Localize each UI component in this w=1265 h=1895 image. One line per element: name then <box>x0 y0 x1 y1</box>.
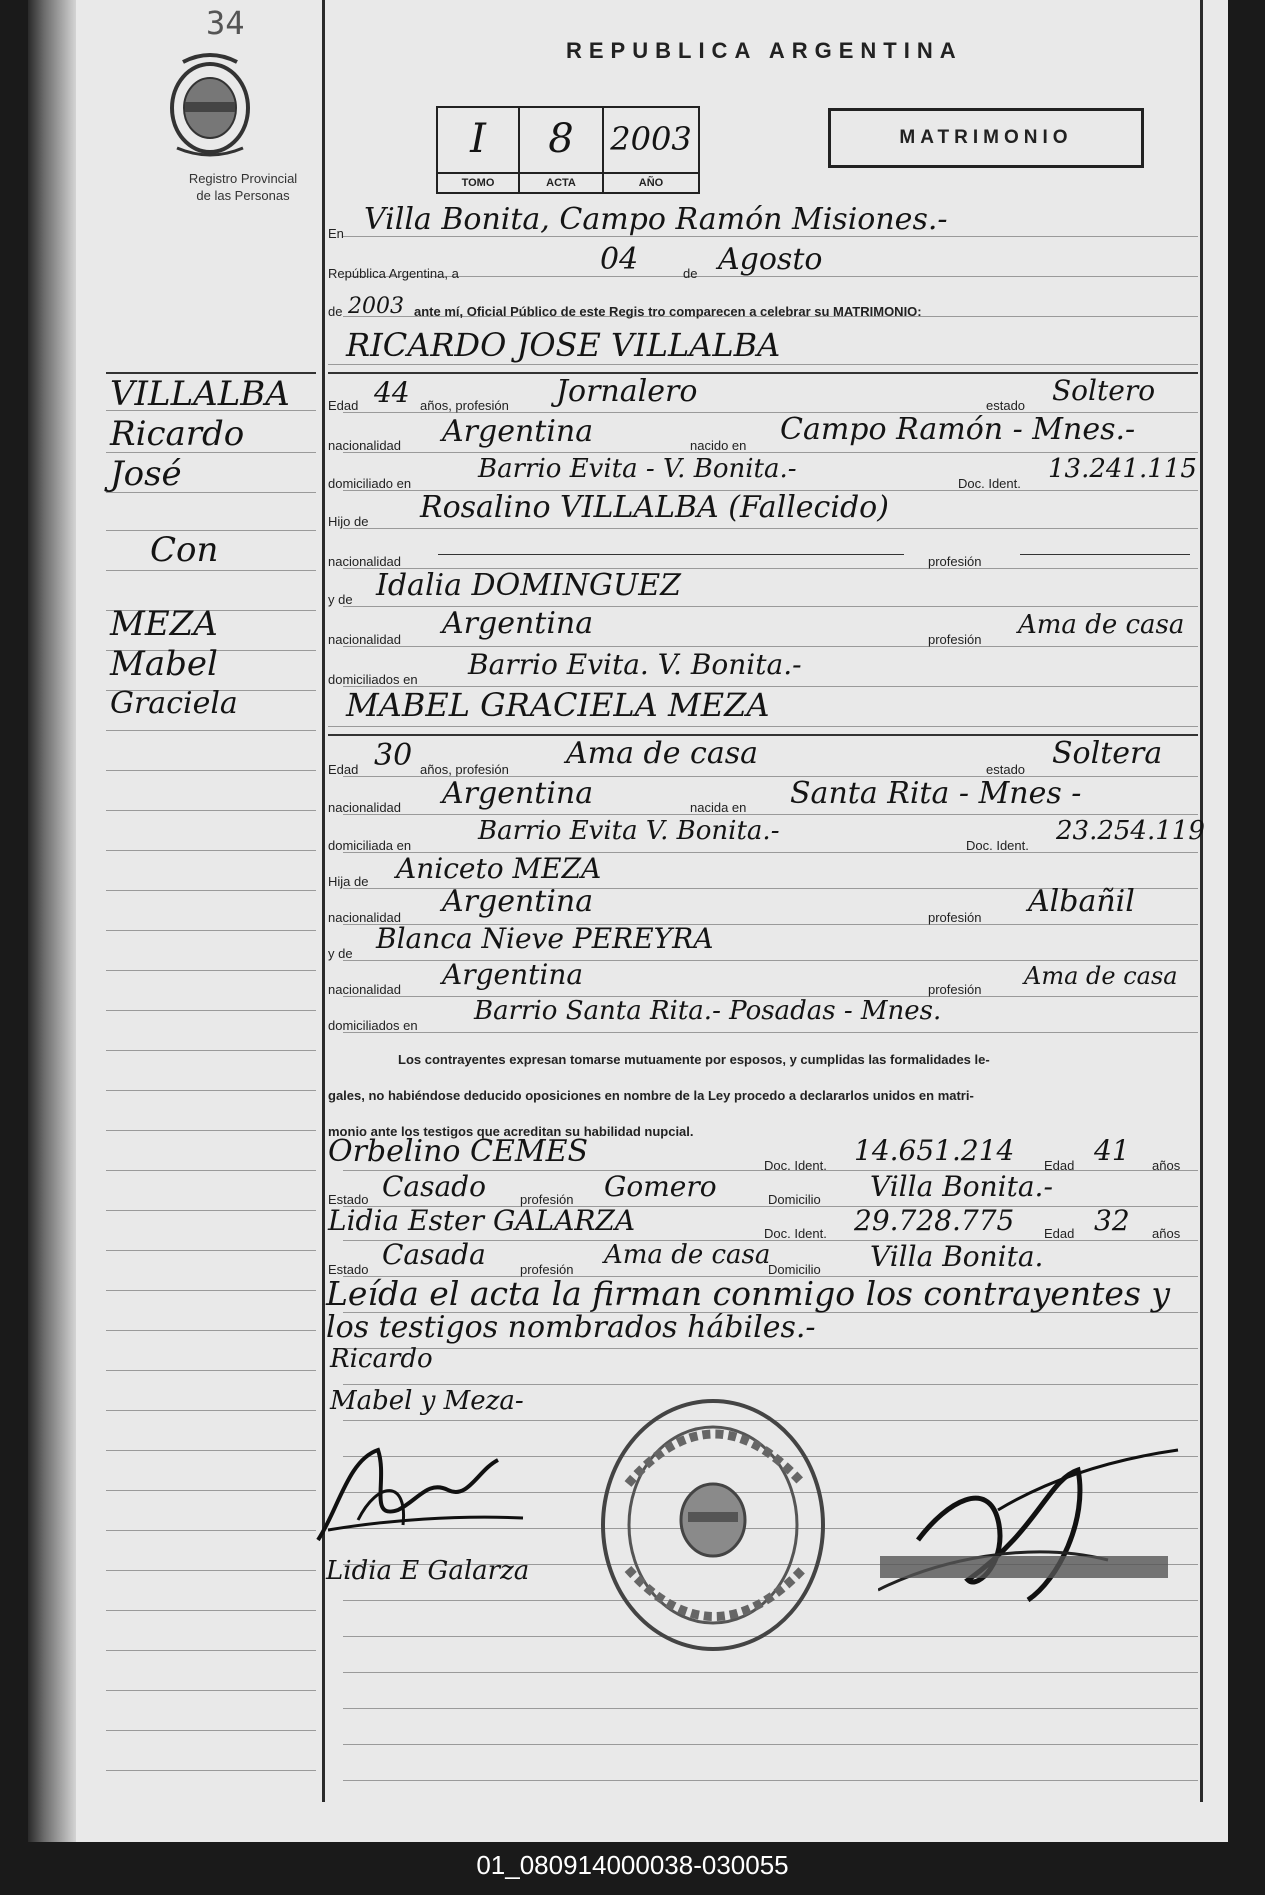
margin-rule <box>106 570 316 571</box>
year-prefix-label: de <box>328 304 343 319</box>
witness2-edad-label: Edad <box>1044 1226 1075 1241</box>
blank-line <box>438 554 904 555</box>
margin-rule <box>106 1650 316 1651</box>
bride-profession: Ama de casa <box>566 736 758 771</box>
bride-edad-label: Edad <box>328 762 359 777</box>
witness1-dom-label: Domicilio <box>768 1192 821 1207</box>
witness2-estado: Casada <box>382 1238 486 1271</box>
groom-mother: Idalia DOMINGUEZ <box>376 568 682 603</box>
witness-signature-name: Lidia E Galarza <box>326 1556 530 1586</box>
groom-estado: Soltero <box>1052 374 1156 407</box>
coat-of-arms-emblem <box>163 52 257 158</box>
republic-label: República Argentina, a <box>328 266 459 281</box>
margin-rule <box>106 1730 316 1731</box>
blank-line <box>1020 554 1190 555</box>
witness2-age: 32 <box>1094 1204 1130 1237</box>
bride-yde-label: y de <box>328 946 353 961</box>
country-heading: REPUBLICA ARGENTINA <box>566 38 963 63</box>
witness1-prof-label: profesión <box>520 1192 574 1207</box>
margin-rule <box>106 1130 316 1131</box>
groom-age: 44 <box>374 376 410 409</box>
form-rule <box>343 646 1198 647</box>
margin-rule <box>106 730 316 731</box>
bride-domicilio-label: domiciliada en <box>328 838 412 853</box>
witness2-estado-label: Estado <box>328 1262 369 1277</box>
margin-rule <box>106 1330 316 1331</box>
groom-yde-label: y de <box>328 592 353 607</box>
witness2-address: Villa Bonita. <box>870 1240 1044 1273</box>
witness1-age: 41 <box>1094 1134 1130 1167</box>
registry-name: Registro Provincial de las Personas <box>188 171 298 203</box>
margin-rule <box>106 1290 316 1291</box>
bride-mother-nationality: Argentina <box>442 958 584 991</box>
form-rule <box>328 726 1198 727</box>
bride-hija-label: Hija de <box>328 874 369 889</box>
margin-rule <box>106 1050 316 1051</box>
form-rule <box>328 364 1198 365</box>
bride-nacionalidad-label: nacionalidad <box>328 800 402 815</box>
groom-hijo-label: Hijo de <box>328 514 369 529</box>
groom-estado-label: estado <box>986 398 1026 413</box>
margin-groom-middle: José <box>110 454 182 494</box>
declaration-line-3: monio ante los testigos que acreditan su habilidad nupcial. <box>328 1124 694 1139</box>
margin-rule <box>106 850 316 851</box>
groom-father: Rosalino VILLALBA (Fallecido) <box>420 490 889 525</box>
margin-rule <box>106 1530 316 1531</box>
bride-father-profession: Albañil <box>1028 884 1135 919</box>
margin-rule <box>106 1170 316 1171</box>
margin-rule <box>106 770 316 771</box>
margin-bride-first: Mabel <box>110 644 218 684</box>
witness1-profession: Gomero <box>604 1170 717 1203</box>
official-signature-scribble <box>878 1440 1198 1610</box>
margin-bride-surname: MEZA <box>110 604 218 644</box>
ceremony-day: 04 <box>600 242 639 277</box>
bride-age: 30 <box>374 738 413 773</box>
margin-rule <box>106 1690 316 1691</box>
declaration-line-1: Los contrayentes expresan tomarse mutuamente por esposos, y cumplidas las formalidades le- <box>398 1052 990 1067</box>
witness2-anos-label: años <box>1152 1226 1181 1241</box>
witness2-profession: Ama de casa <box>604 1240 771 1270</box>
witness2-dom-label: Domicilio <box>768 1262 821 1277</box>
groom-parents-dom-label: domiciliados en <box>328 672 418 687</box>
official-round-seal <box>588 1394 838 1656</box>
margin-rule <box>106 810 316 811</box>
bride-nacida-label: nacida en <box>690 800 747 815</box>
ceremony-month: Agosto <box>718 242 823 277</box>
groom-parents-address: Barrio Evita. V. Bonita.- <box>468 648 802 681</box>
ano-cell <box>604 108 698 192</box>
form-rule <box>343 1032 1198 1033</box>
bride-mother-nac-label: nacionalidad <box>328 982 402 997</box>
groom-anos-profesion-label: años, profesión <box>420 398 509 413</box>
groom-profession: Jornalero <box>556 374 698 409</box>
groom-nationality: Argentina <box>442 414 594 449</box>
witness1-address: Villa Bonita.- <box>870 1170 1053 1203</box>
margin-rule <box>106 970 316 971</box>
bride-parents-address: Barrio Santa Rita.- Posadas - Mnes. <box>474 996 942 1026</box>
margin-rule <box>106 1490 316 1491</box>
witness1-edad-label: Edad <box>1044 1158 1075 1173</box>
groom-doc: 13.241.115 <box>1048 454 1197 484</box>
margin-groom-surname: VILLALBA <box>110 374 290 414</box>
margin-rule <box>106 930 316 931</box>
bride-father-nationality: Argentina <box>442 884 594 919</box>
closing-line-1: Leída el acta la firman conmigo los contrayentes y <box>326 1274 1171 1313</box>
bride-doc-label: Doc. Ident. <box>966 838 1029 853</box>
ano-value: 2003 <box>610 120 692 158</box>
groom-mother-nac-label: nacionalidad <box>328 632 402 647</box>
groom-edad-label: Edad <box>328 398 359 413</box>
acta-cell <box>520 108 604 192</box>
volume-act-year-box <box>436 106 700 194</box>
scan-filename: 01_080914000038-030055 <box>476 1850 789 1880</box>
witness2-prof-label: profesión <box>520 1262 574 1277</box>
witness1-anos-label: años <box>1152 1158 1181 1173</box>
groom-doc-label: Doc. Ident. <box>958 476 1021 491</box>
form-rule <box>343 1384 1198 1385</box>
witness1-doc: 14.651.214 <box>854 1134 1015 1167</box>
ceremony-year: 2003 <box>348 294 404 319</box>
witness2-doc: 29.728.775 <box>854 1204 1015 1237</box>
bride-father: Aniceto MEZA <box>396 852 602 885</box>
bride-mother: Blanca Nieve PEREYRA <box>376 922 714 955</box>
groom-nacido-label: nacido en <box>690 438 747 453</box>
margin-rule <box>106 1450 316 1451</box>
margin-rule <box>106 1250 316 1251</box>
margin-bride-middle: Graciela <box>110 686 238 721</box>
witness1-estado: Casado <box>382 1170 486 1203</box>
bride-doc: 23.254.119 <box>1056 816 1205 846</box>
book-binding <box>28 0 76 1842</box>
margin-groom-first: Ricardo <box>110 414 245 454</box>
register-sheet <box>28 0 1228 1842</box>
groom-full-name: RICARDO JOSE VILLALBA <box>346 326 781 364</box>
groom-father-nac-label: nacionalidad <box>328 554 402 569</box>
margin-rule <box>106 1610 316 1611</box>
bride-father-nac-label: nacionalidad <box>328 910 402 925</box>
folio-number: 34 <box>206 4 245 42</box>
margin-rule <box>106 1010 316 1011</box>
groom-domicilio-label: domiciliado en <box>328 476 412 491</box>
form-rule <box>343 452 1198 453</box>
margin-rule <box>106 1210 316 1211</box>
right-border <box>1200 0 1203 1802</box>
tomo-cell <box>438 108 520 192</box>
witness2-name: Lidia Ester GALARZA <box>328 1204 636 1237</box>
tomo-label: TOMO <box>438 172 518 192</box>
groom-mother-profession: Ama de casa <box>1018 610 1185 640</box>
bride-anos-profesion-label: años, profesión <box>420 762 509 777</box>
form-rule <box>343 1348 1198 1349</box>
bride-estado: Soltera <box>1052 736 1163 771</box>
groom-address: Barrio Evita - V. Bonita.- <box>478 454 797 484</box>
form-rule <box>343 1672 1198 1673</box>
closing-line-2: los testigos nombrados hábiles.- <box>326 1310 816 1345</box>
ano-label: AÑO <box>604 172 698 192</box>
margin-rule <box>106 1410 316 1411</box>
witness-signature-scribble <box>308 1440 538 1550</box>
witness2-doc-label: Doc. Ident. <box>764 1226 827 1241</box>
declaration-line-2: gales, no habiéndose deducido oposiciones en nombre de la Ley procedo a declararlos unidos en matri- <box>328 1088 974 1103</box>
margin-connector: Con <box>150 530 219 570</box>
act-type-box: MATRIMONIO <box>828 108 1144 168</box>
closing-line-4: Mabel y Meza- <box>330 1386 524 1416</box>
groom-mother-nationality: Argentina <box>442 606 594 641</box>
groom-nacionalidad-label: nacionalidad <box>328 438 402 453</box>
margin-rule <box>106 1370 316 1371</box>
form-rule <box>343 528 1198 529</box>
form-rule <box>343 1708 1198 1709</box>
margin-rule <box>106 1090 316 1091</box>
witness1-estado-label: Estado <box>328 1192 369 1207</box>
acta-label: ACTA <box>520 172 602 192</box>
groom-mother-prof-label: profesión <box>928 632 982 647</box>
form-rule <box>343 1744 1198 1745</box>
bride-father-prof-label: profesión <box>928 910 982 925</box>
bride-parents-dom-label: domiciliados en <box>328 1018 418 1033</box>
margin-rule <box>106 1570 316 1571</box>
en-label: En <box>328 226 344 241</box>
tomo-value: I <box>470 116 486 162</box>
bride-estado-label: estado <box>986 762 1026 777</box>
de-label: de <box>683 266 698 281</box>
groom-birthplace: Campo Ramón - Mnes.- <box>780 412 1136 447</box>
ante-text: ante mí, Oficial Público de este Regis tro comparecen a celebrar su MATRIMONIO: <box>414 304 922 319</box>
bride-mother-prof-label: profesión <box>928 982 982 997</box>
witness1-doc-label: Doc. Ident. <box>764 1158 827 1173</box>
bride-full-name: MABEL GRACIELA MEZA <box>346 686 770 724</box>
groom-father-prof-label: profesión <box>928 554 982 569</box>
bride-address: Barrio Evita V. Bonita.- <box>478 816 780 846</box>
margin-rule <box>106 1770 316 1771</box>
closing-line-3: Ricardo <box>330 1344 433 1374</box>
form-rule <box>343 1780 1198 1781</box>
witness1-name: Orbelino CEMES <box>328 1134 589 1169</box>
form-rule <box>343 814 1198 815</box>
bride-mother-profession: Ama de casa <box>1024 962 1178 990</box>
bride-birthplace: Santa Rita - Mnes - <box>790 776 1082 811</box>
ceremony-place: Villa Bonita, Campo Ramón Misiones.- <box>364 202 948 237</box>
bride-nationality: Argentina <box>442 776 594 811</box>
margin-rule <box>106 890 316 891</box>
acta-value: 8 <box>548 116 574 162</box>
